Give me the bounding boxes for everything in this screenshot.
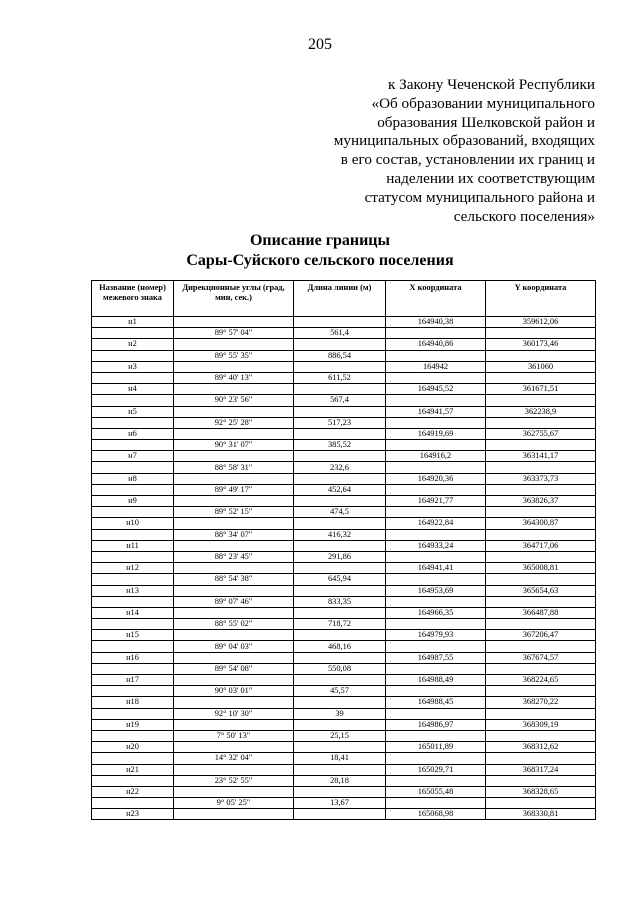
x-coordinate-cell [386, 328, 486, 339]
x-coordinate-cell: 164921,77 [386, 496, 486, 507]
angle-cell: 92° 10' 30" [174, 708, 294, 719]
length-cell: 45,57 [294, 686, 386, 697]
marker-name-cell [92, 775, 174, 786]
law-reference-line: сельского поселения» [453, 207, 595, 225]
length-cell [294, 540, 386, 551]
length-cell: 550,08 [294, 663, 386, 674]
table-row [92, 619, 596, 630]
y-coordinate-cell [486, 507, 596, 518]
angle-cell: 88° 58' 31" [174, 462, 294, 473]
y-coordinate-cell: 367674,57 [486, 652, 596, 663]
y-coordinate-cell [486, 462, 596, 473]
marker-name-cell: н13 [92, 585, 174, 596]
table-row [92, 574, 596, 585]
y-coordinate-cell: 368312,62 [486, 742, 596, 753]
marker-name-cell [92, 395, 174, 406]
length-cell [294, 742, 386, 753]
length-cell [294, 496, 386, 507]
y-coordinate-cell: 362755,67 [486, 428, 596, 439]
y-coordinate-cell: 359612,06 [486, 317, 596, 328]
boundary-table [91, 280, 596, 820]
length-cell: 517,23 [294, 417, 386, 428]
table-row [92, 585, 596, 596]
x-coordinate-cell [386, 372, 486, 383]
document-heading [0, 231, 640, 270]
table-header-row [92, 281, 596, 317]
length-cell [294, 652, 386, 663]
law-reference [310, 76, 595, 226]
x-coordinate-cell: 164940,38 [386, 317, 486, 328]
marker-name-cell [92, 574, 174, 585]
marker-name-cell: н16 [92, 652, 174, 663]
angle-cell: 90° 23' 56" [174, 395, 294, 406]
y-coordinate-cell [486, 686, 596, 697]
law-reference-line: в его состав, установлении их границ и [340, 151, 595, 169]
table-row [92, 697, 596, 708]
x-coordinate-cell [386, 641, 486, 652]
marker-name-cell [92, 440, 174, 451]
marker-name-cell: н22 [92, 786, 174, 797]
x-coordinate-cell [386, 775, 486, 786]
angle-cell: 88° 34' 07" [174, 529, 294, 540]
y-coordinate-cell [486, 484, 596, 495]
y-coordinate-cell: 362238,9 [486, 406, 596, 417]
table-row [92, 663, 596, 674]
table-row [92, 652, 596, 663]
table-row [92, 395, 596, 406]
marker-name-cell: н2 [92, 339, 174, 350]
angle-cell [174, 428, 294, 439]
marker-name-cell: н5 [92, 406, 174, 417]
length-cell: 474,5 [294, 507, 386, 518]
table-row [92, 496, 596, 507]
marker-name-cell: н11 [92, 540, 174, 551]
x-coordinate-cell: 164920,36 [386, 473, 486, 484]
angle-cell: 88° 23' 45" [174, 551, 294, 562]
marker-name-cell: н8 [92, 473, 174, 484]
table-row [92, 406, 596, 417]
marker-name-cell [92, 798, 174, 809]
table-row [92, 484, 596, 495]
x-coordinate-cell: 164941,41 [386, 563, 486, 574]
angle-cell: 89° 49' 17" [174, 484, 294, 495]
angle-cell [174, 697, 294, 708]
y-coordinate-cell: 363826,37 [486, 496, 596, 507]
y-coordinate-cell: 364717,06 [486, 540, 596, 551]
x-coordinate-cell [386, 350, 486, 361]
x-coordinate-cell: 165068,98 [386, 809, 486, 820]
y-coordinate-cell [486, 551, 596, 562]
x-coordinate-cell [386, 440, 486, 451]
angle-cell [174, 809, 294, 820]
marker-name-cell [92, 686, 174, 697]
length-cell: 18,41 [294, 753, 386, 764]
y-coordinate-cell [486, 596, 596, 607]
table-row [92, 809, 596, 820]
angle-cell: 89° 57' 04" [174, 328, 294, 339]
table-row [92, 507, 596, 518]
y-coordinate-cell [486, 529, 596, 540]
x-coordinate-cell [386, 798, 486, 809]
length-cell [294, 451, 386, 462]
x-coordinate-cell [386, 708, 486, 719]
table-row [92, 462, 596, 473]
x-coordinate-cell: 164979,93 [386, 630, 486, 641]
length-cell [294, 607, 386, 618]
angle-cell [174, 451, 294, 462]
y-coordinate-cell: 365654,63 [486, 585, 596, 596]
law-reference-line: статусом муниципального района и [364, 188, 595, 206]
y-coordinate-cell [486, 798, 596, 809]
table-row [92, 540, 596, 551]
angle-cell: 88° 55' 02" [174, 619, 294, 630]
length-cell: 291,86 [294, 551, 386, 562]
angle-cell [174, 585, 294, 596]
marker-name-cell: н9 [92, 496, 174, 507]
angle-cell [174, 518, 294, 529]
y-coordinate-cell: 368328,65 [486, 786, 596, 797]
y-coordinate-cell [486, 440, 596, 451]
length-cell: 416,32 [294, 529, 386, 540]
x-coordinate-cell: 164922,84 [386, 518, 486, 529]
y-coordinate-cell: 364300,87 [486, 518, 596, 529]
angle-cell [174, 764, 294, 775]
marker-name-cell: н10 [92, 518, 174, 529]
header-direction-angle: Дирекционные углы (град, мин, сек.) [174, 281, 294, 317]
table-row [92, 417, 596, 428]
table-row [92, 607, 596, 618]
table-row [92, 518, 596, 529]
heading-line-1: Описание границы [249, 232, 391, 249]
y-coordinate-cell [486, 641, 596, 652]
length-cell: 886,54 [294, 350, 386, 361]
marker-name-cell: н1 [92, 317, 174, 328]
angle-cell: 89° 55' 35" [174, 350, 294, 361]
law-reference-line: к Закону Чеченской Республики [387, 76, 595, 93]
table-row [92, 675, 596, 686]
table-row [92, 775, 596, 786]
marker-name-cell [92, 529, 174, 540]
marker-name-cell: н3 [92, 361, 174, 372]
x-coordinate-cell: 165011,89 [386, 742, 486, 753]
angle-cell [174, 384, 294, 395]
header-x-coordinate: X координата [386, 281, 486, 317]
law-reference-line: наделении их соответствующим [386, 169, 595, 187]
y-coordinate-cell: 361671,51 [486, 384, 596, 395]
length-cell [294, 317, 386, 328]
table-row [92, 686, 596, 697]
marker-name-cell: н7 [92, 451, 174, 462]
table-row [92, 786, 596, 797]
y-coordinate-cell: 360173,46 [486, 339, 596, 350]
table-row [92, 730, 596, 741]
x-coordinate-cell: 164945,52 [386, 384, 486, 395]
angle-cell [174, 630, 294, 641]
marker-name-cell [92, 596, 174, 607]
length-cell: 833,35 [294, 596, 386, 607]
angle-cell: 14° 32' 04" [174, 753, 294, 764]
y-coordinate-cell [486, 753, 596, 764]
angle-cell [174, 652, 294, 663]
marker-name-cell: н15 [92, 630, 174, 641]
length-cell [294, 518, 386, 529]
angle-cell [174, 339, 294, 350]
length-cell [294, 339, 386, 350]
marker-name-cell: н17 [92, 675, 174, 686]
marker-name-cell [92, 372, 174, 383]
x-coordinate-cell [386, 753, 486, 764]
marker-name-cell: н20 [92, 742, 174, 753]
marker-name-cell: н23 [92, 809, 174, 820]
y-coordinate-cell [486, 574, 596, 585]
table-row [92, 630, 596, 641]
y-coordinate-cell: 366487,88 [486, 607, 596, 618]
angle-cell [174, 675, 294, 686]
table-row [92, 440, 596, 451]
length-cell [294, 384, 386, 395]
angle-cell [174, 361, 294, 372]
length-cell: 28,18 [294, 775, 386, 786]
marker-name-cell: н6 [92, 428, 174, 439]
y-coordinate-cell [486, 619, 596, 630]
marker-name-cell [92, 350, 174, 361]
length-cell [294, 675, 386, 686]
header-y-coordinate: Y координата [486, 281, 596, 317]
length-cell [294, 406, 386, 417]
table-row [92, 361, 596, 372]
x-coordinate-cell: 164986,97 [386, 719, 486, 730]
table-row [92, 328, 596, 339]
x-coordinate-cell [386, 619, 486, 630]
y-coordinate-cell [486, 663, 596, 674]
length-cell [294, 697, 386, 708]
length-cell: 645,94 [294, 574, 386, 585]
length-cell: 468,16 [294, 641, 386, 652]
law-reference-line: «Об образовании муниципального [371, 94, 595, 112]
y-coordinate-cell [486, 372, 596, 383]
x-coordinate-cell: 164988,49 [386, 675, 486, 686]
marker-name-cell: н14 [92, 607, 174, 618]
table-row [92, 339, 596, 350]
table-body [92, 317, 596, 820]
table-row [92, 596, 596, 607]
page-number: 205 [308, 36, 332, 53]
table-row [92, 563, 596, 574]
angle-cell: 90° 03' 01" [174, 686, 294, 697]
table-row [92, 529, 596, 540]
law-reference-line: муниципальных образований, входящих [333, 132, 595, 150]
marker-name-cell [92, 753, 174, 764]
marker-name-cell: н18 [92, 697, 174, 708]
length-cell [294, 630, 386, 641]
marker-name-cell [92, 328, 174, 339]
length-cell [294, 361, 386, 372]
heading-line-2: Сары-Суйского сельского поселения [186, 251, 454, 269]
marker-name-cell [92, 484, 174, 495]
table-row [92, 317, 596, 328]
table-row [92, 428, 596, 439]
x-coordinate-cell [386, 730, 486, 741]
y-coordinate-cell: 367206,47 [486, 630, 596, 641]
angle-cell [174, 719, 294, 730]
y-coordinate-cell: 368317,24 [486, 764, 596, 775]
y-coordinate-cell [486, 730, 596, 741]
marker-name-cell [92, 708, 174, 719]
angle-cell: 88° 54' 38" [174, 574, 294, 585]
length-cell [294, 585, 386, 596]
x-coordinate-cell: 164941,57 [386, 406, 486, 417]
x-coordinate-cell: 164933,24 [386, 540, 486, 551]
x-coordinate-cell [386, 551, 486, 562]
angle-cell: 9° 05' 25" [174, 798, 294, 809]
y-coordinate-cell [486, 395, 596, 406]
table-row [92, 798, 596, 809]
marker-name-cell [92, 641, 174, 652]
marker-name-cell [92, 462, 174, 473]
length-cell [294, 786, 386, 797]
law-reference-line: образования Шелковской район и [377, 113, 595, 131]
table-row [92, 350, 596, 361]
angle-cell: 89° 54' 08" [174, 663, 294, 674]
table-row [92, 641, 596, 652]
y-coordinate-cell: 368330,81 [486, 809, 596, 820]
length-cell: 25,15 [294, 730, 386, 741]
table-row [92, 764, 596, 775]
angle-cell [174, 473, 294, 484]
header-line-length: Длина линии (м) [294, 281, 386, 317]
y-coordinate-cell [486, 417, 596, 428]
marker-name-cell: н12 [92, 563, 174, 574]
length-cell: 611,52 [294, 372, 386, 383]
angle-cell [174, 786, 294, 797]
angle-cell: 89° 04' 03" [174, 641, 294, 652]
x-coordinate-cell [386, 395, 486, 406]
angle-cell: 23° 52' 55" [174, 775, 294, 786]
length-cell: 39 [294, 708, 386, 719]
angle-cell [174, 496, 294, 507]
length-cell [294, 428, 386, 439]
x-coordinate-cell [386, 574, 486, 585]
angle-cell [174, 540, 294, 551]
y-coordinate-cell: 361060 [486, 361, 596, 372]
length-cell: 232,6 [294, 462, 386, 473]
header-marker-name: Название (номер) межевого знака [92, 281, 174, 317]
length-cell: 718,72 [294, 619, 386, 630]
angle-cell [174, 607, 294, 618]
x-coordinate-cell: 164988,45 [386, 697, 486, 708]
length-cell [294, 563, 386, 574]
table-row [92, 742, 596, 753]
marker-name-cell: н19 [92, 719, 174, 730]
angle-cell: 92° 25' 28" [174, 417, 294, 428]
angle-cell: 89° 40' 13" [174, 372, 294, 383]
length-cell: 561,4 [294, 328, 386, 339]
y-coordinate-cell [486, 328, 596, 339]
angle-cell [174, 742, 294, 753]
marker-name-cell [92, 507, 174, 518]
table-row [92, 451, 596, 462]
length-cell: 567,4 [294, 395, 386, 406]
x-coordinate-cell: 165029,71 [386, 764, 486, 775]
length-cell [294, 473, 386, 484]
x-coordinate-cell: 164987,55 [386, 652, 486, 663]
x-coordinate-cell [386, 663, 486, 674]
marker-name-cell [92, 663, 174, 674]
table-row [92, 551, 596, 562]
y-coordinate-cell: 368270,22 [486, 697, 596, 708]
length-cell: 385,52 [294, 440, 386, 451]
angle-cell: 90° 31' 07" [174, 440, 294, 451]
x-coordinate-cell: 164953,69 [386, 585, 486, 596]
marker-name-cell: н4 [92, 384, 174, 395]
marker-name-cell [92, 551, 174, 562]
x-coordinate-cell [386, 462, 486, 473]
x-coordinate-cell [386, 417, 486, 428]
length-cell: 452,64 [294, 484, 386, 495]
y-coordinate-cell: 363373,73 [486, 473, 596, 484]
table-row [92, 384, 596, 395]
x-coordinate-cell: 164966,35 [386, 607, 486, 618]
table-row [92, 372, 596, 383]
length-cell: 13,67 [294, 798, 386, 809]
y-coordinate-cell [486, 775, 596, 786]
x-coordinate-cell [386, 507, 486, 518]
table-row [92, 753, 596, 764]
marker-name-cell [92, 730, 174, 741]
angle-cell [174, 317, 294, 328]
angle-cell: 89° 07' 46" [174, 596, 294, 607]
x-coordinate-cell: 164940,86 [386, 339, 486, 350]
x-coordinate-cell: 165055,48 [386, 786, 486, 797]
marker-name-cell [92, 417, 174, 428]
y-coordinate-cell: 368309,19 [486, 719, 596, 730]
length-cell [294, 764, 386, 775]
x-coordinate-cell: 164919,69 [386, 428, 486, 439]
y-coordinate-cell: 363141,17 [486, 451, 596, 462]
angle-cell: 89° 52' 15" [174, 507, 294, 518]
y-coordinate-cell [486, 350, 596, 361]
angle-cell [174, 563, 294, 574]
y-coordinate-cell [486, 708, 596, 719]
x-coordinate-cell [386, 484, 486, 495]
table-row [92, 719, 596, 730]
angle-cell [174, 406, 294, 417]
x-coordinate-cell: 164942 [386, 361, 486, 372]
marker-name-cell [92, 619, 174, 630]
y-coordinate-cell: 368224,65 [486, 675, 596, 686]
x-coordinate-cell [386, 686, 486, 697]
table-row [92, 473, 596, 484]
length-cell [294, 719, 386, 730]
marker-name-cell: н21 [92, 764, 174, 775]
table-row [92, 708, 596, 719]
y-coordinate-cell: 365008,81 [486, 563, 596, 574]
angle-cell: 7° 50' 13" [174, 730, 294, 741]
length-cell [294, 809, 386, 820]
x-coordinate-cell: 164916,2 [386, 451, 486, 462]
x-coordinate-cell [386, 529, 486, 540]
x-coordinate-cell [386, 596, 486, 607]
